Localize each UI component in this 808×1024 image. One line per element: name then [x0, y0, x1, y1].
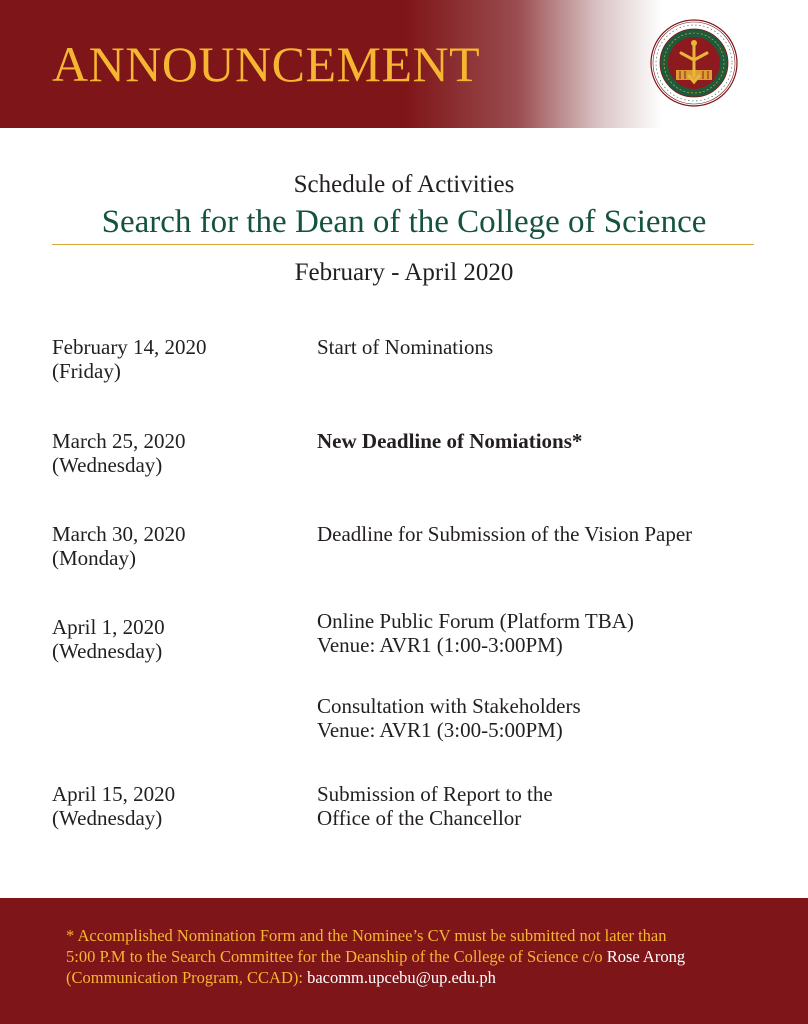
weekday-text: (Monday) — [52, 546, 136, 570]
date-range: February - April 2020 — [294, 259, 514, 286]
schedule-activity — [317, 694, 581, 742]
date-text: April 1, 2020 — [52, 615, 165, 639]
date-text: March 25, 2020 — [52, 429, 186, 453]
activity-text: Deadline for Submission of the Vision Paper — [317, 522, 693, 546]
footer-note-line: * Accomplished Nomination Form and the Nominee’s CV must be submitted not later than — [66, 926, 667, 945]
schedule-subtitle: Schedule of Activities — [293, 171, 515, 198]
footer-note-text: (Communication Program, CCAD): — [66, 968, 308, 987]
footer-note-text: 5:00 P.M to the Search Committee for the Deanship of the College of Science c/o — [66, 947, 607, 966]
schedule-date — [52, 429, 186, 477]
page-title: Search for the Dean of the College of Science — [101, 204, 707, 240]
announcement-title: ANNOUNCEMENT — [52, 36, 481, 92]
activity-venue: Venue: AVR1 (1:00-3:00PM) — [317, 633, 563, 657]
university-seal-icon — [634, 18, 756, 108]
footer-note-line — [66, 946, 766, 967]
weekday-text: (Friday) — [52, 359, 121, 383]
weekday-text: (Wednesday) — [52, 806, 163, 830]
title-divider — [52, 244, 754, 245]
schedule-activity — [317, 609, 634, 657]
activity-text: Online Public Forum (Platform TBA) — [317, 609, 634, 633]
schedule-activity — [317, 522, 692, 546]
schedule-date — [52, 522, 186, 570]
contact-email-link[interactable]: bacomm.upcebu@up.edu.ph — [307, 968, 496, 987]
schedule-activity — [317, 429, 582, 453]
weekday-text: (Wednesday) — [52, 453, 163, 477]
activity-text: New Deadline of Nomiations* — [317, 429, 583, 453]
date-text: February 14, 2020 — [52, 335, 207, 359]
date-text: March 30, 2020 — [52, 522, 186, 546]
schedule-date — [52, 782, 175, 830]
date-text: April 15, 2020 — [52, 782, 176, 806]
footer-note — [66, 925, 766, 988]
footer-note-line — [66, 967, 766, 988]
schedule-activity — [317, 782, 553, 830]
schedule-activity — [317, 335, 493, 359]
footer-banner — [0, 898, 808, 1024]
schedule-date — [52, 615, 165, 663]
weekday-text: (Wednesday) — [52, 639, 163, 663]
activity-text: Consultation with Stakeholders — [317, 694, 581, 718]
contact-name: Rose Arong — [606, 947, 686, 966]
activity-text: Start of Nominations — [317, 335, 494, 359]
activity-text: Submission of Report to the — [317, 782, 553, 806]
activity-venue: Venue: AVR1 (3:00-5:00PM) — [317, 718, 563, 742]
schedule-date — [52, 335, 207, 383]
announcement-banner — [0, 0, 808, 128]
activity-text-continued: Office of the Chancellor — [317, 806, 522, 830]
